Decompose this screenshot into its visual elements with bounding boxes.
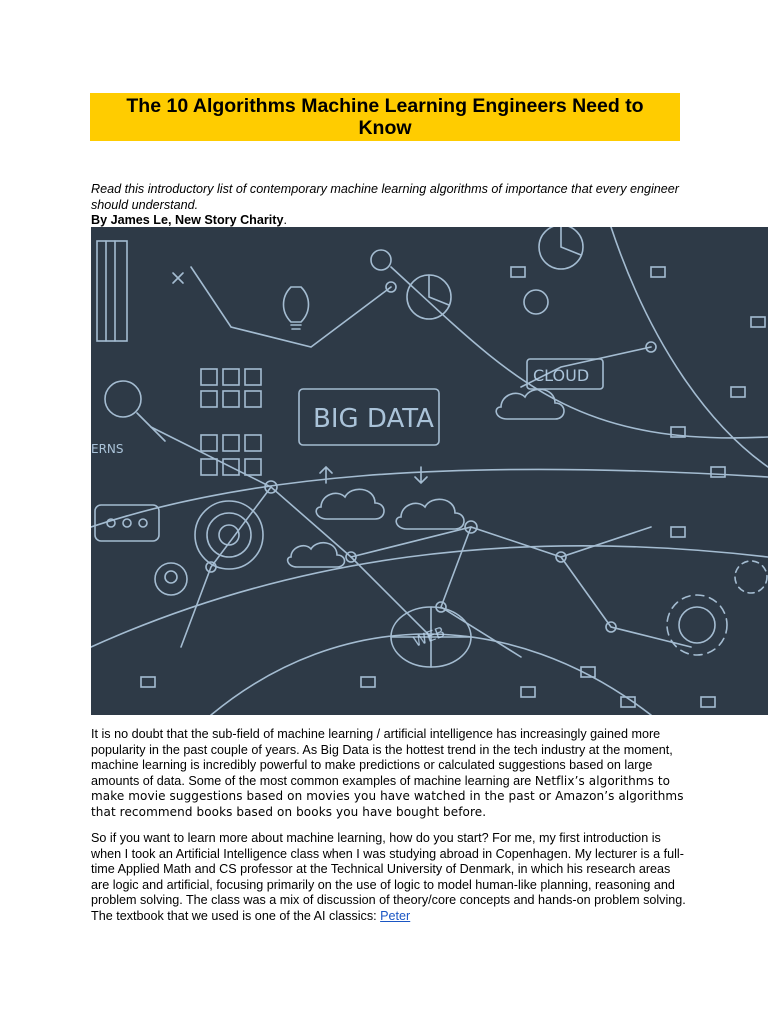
big-data-illustration <box>91 227 768 715</box>
byline <box>91 212 287 228</box>
big-data-label: BIG DATA <box>313 404 434 434</box>
hero-image <box>91 227 768 715</box>
paragraph-2-text: So if you want to learn more about machine learning, how do you start? For me, my first introduction is when I took an Artificial Intelligence class when I was studying abroad in Copenhagen. My lecturer is a full-time Applied Math and CS professor at the Technical University of Denmark, in which his research areas are logic and artificial, focusing primarily on the use of logic to model human-like planning, reasoning and problem solving. The class was a mix of discussion of theory/core concepts and hands-on problem solving. The textbook that we used is one of the AI classics: <box>91 831 686 923</box>
cloud-label: CLOUD <box>533 366 590 385</box>
erns-label: ERNS <box>91 442 124 456</box>
byline-period: . <box>283 213 287 227</box>
peter-link[interactable]: Peter <box>380 908 411 923</box>
web-label: WEB <box>411 624 448 651</box>
paragraph-1-text: It is no doubt that the sub-field of machine learning / artificial intelligence has increasingly gained more popularity in the past couple of years. As Big Data is the hottest trend in the tech industry at the moment, machine learning is incredibly powerful to make predictions or calculated suggestions based on large amounts of data. Some of the most common examples of machine learning are <box>91 727 673 788</box>
intro-text: Read this introductory list of contemporary machine learning algorithms of importance that every engineer should understand. <box>91 182 680 212</box>
article-title: The 10 Algorithms Machine Learning Engineers Need to Know <box>126 95 644 139</box>
paragraph-2 <box>91 831 691 925</box>
byline-author: By James Le, New Story Charity <box>91 213 284 227</box>
paragraph-1 <box>91 727 691 821</box>
paragraph-1-examples: Netflix’s algorithms to make movie suggestions based on movies you have watched in the past or Amazon’s algorithms that recommend books based on books you have bought before. <box>91 773 684 819</box>
title-banner <box>90 93 680 141</box>
